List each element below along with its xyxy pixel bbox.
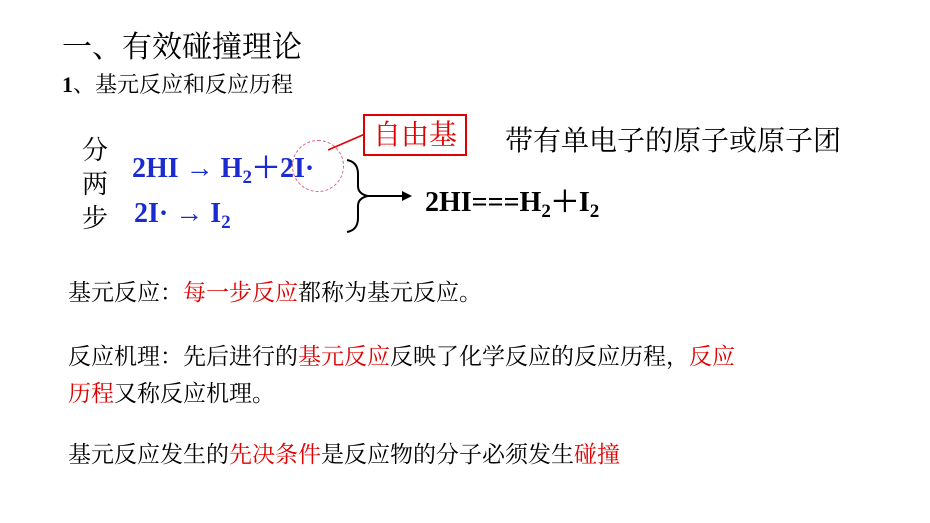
two-steps-char: 步 <box>81 204 108 234</box>
overall-equation <box>425 180 599 223</box>
highlight-text: 每一步反应 <box>183 280 298 306</box>
elementary-reaction-definition <box>68 274 482 307</box>
highlight-text: 历程 <box>68 381 114 407</box>
text-span: 是反应物的分子必须发生 <box>321 442 574 468</box>
free-radical-callout: 自由基 <box>363 114 467 156</box>
two-steps-char: 分 <box>81 136 108 166</box>
free-radical-definition: 带有单电子的原子或原子团 <box>505 124 842 157</box>
overall-left: 2HI===H <box>425 187 542 218</box>
mechanism-line-2 <box>68 375 275 408</box>
eq2-left: 2I· → I <box>134 198 222 229</box>
two-steps-char: 两 <box>81 170 108 200</box>
highlight-text: 碰撞 <box>574 442 620 468</box>
overall-subscript: 2 <box>541 201 551 222</box>
text-span: 基元反应发生的 <box>68 442 229 468</box>
text-span: 又称反应机理。 <box>114 381 275 407</box>
highlight-text: 基元反应 <box>298 344 390 370</box>
overall-right: ＋I <box>550 187 590 218</box>
text-span: 反应机理：先后进行的 <box>68 344 298 370</box>
eq2-subscript: 2 <box>221 212 231 233</box>
brace-arrow-head <box>402 191 412 201</box>
page-title: 一、有效碰撞理论 <box>62 30 302 65</box>
eq1-right: ＋2I· <box>251 153 315 184</box>
text-span: 反映了化学反应的反应历程， <box>390 344 689 370</box>
eq1-subscript: 2 <box>242 167 252 188</box>
highlight-text: 反应 <box>689 344 735 370</box>
overall-subscript-2: 2 <box>589 201 600 222</box>
eq1-left: 2HI → H <box>132 153 243 184</box>
callout-pointer-line <box>328 134 365 150</box>
brace-shape <box>347 160 368 232</box>
precondition-statement <box>68 436 620 469</box>
text-span: 基元反应： <box>68 280 183 306</box>
section-number: 1 <box>62 72 73 97</box>
text-span: 都称为基元反应。 <box>298 280 482 306</box>
section-heading-text: 、基元反应和反应历程 <box>73 73 294 98</box>
highlight-text: 先决条件 <box>229 442 321 468</box>
mechanism-line-1 <box>68 338 735 371</box>
